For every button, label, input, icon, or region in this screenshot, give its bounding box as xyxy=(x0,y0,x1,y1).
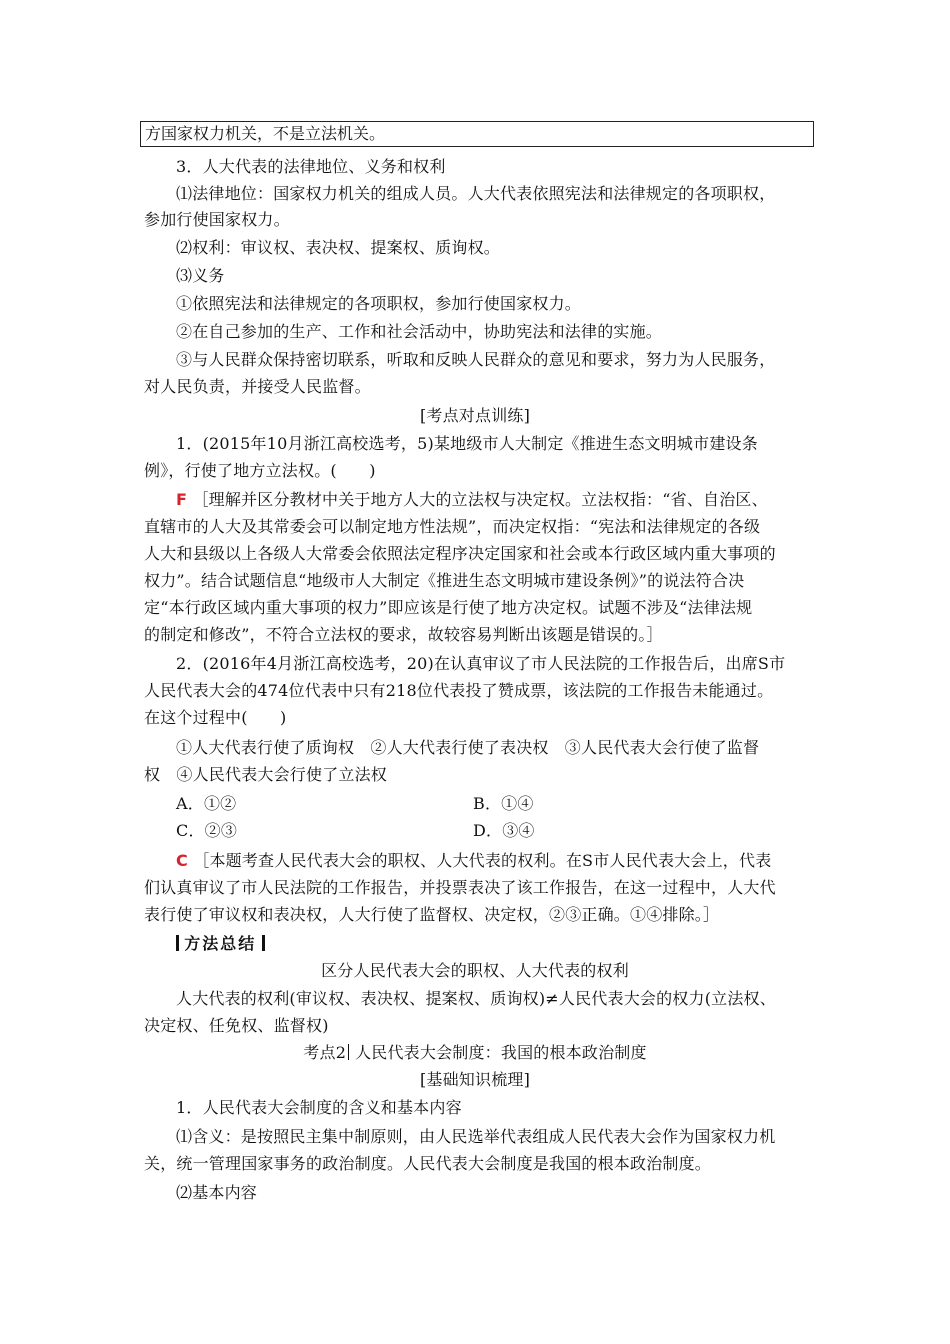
kaodian2-h1: 1．人民代表大会制度的含义和基本内容 xyxy=(176,1098,462,1117)
rights-line: ⑵权利：审议权、表决权、提案权、质询权。 xyxy=(176,238,501,257)
duties-heading: ⑶义务 xyxy=(176,266,225,285)
q2-explanation-text1: ［本题考查人民代表大会的职权、人大代表的权利。在S市人民代表大会上，代表 xyxy=(193,851,772,870)
q1-explanation-line2: 直辖市的人大及其常委会可以制定地方性法规”，而决定权指：“宪法和法律规定的各级 xyxy=(144,517,761,536)
method-summary-text: 方法总结 xyxy=(184,934,257,953)
q1-explanation-line6: 的制定和修改”，不符合立法权的要求，故较容易判断出该题是错误的。］ xyxy=(144,625,663,644)
label-bar-right xyxy=(262,935,265,951)
q1-stem-line2: 例》，行使了地方立法权。( ) xyxy=(144,461,376,480)
q1-explanation-line5: 定“本行政区域内重大事项的权力”即应该是行使了地方决定权。试题不涉及“法律法规 xyxy=(144,598,753,617)
duty-3-line1: ③与人民群众保持密切联系，听取和反映人民群众的意见和要求，努力为人民服务， xyxy=(176,350,776,369)
q2-option-c: C．②③ xyxy=(176,821,238,840)
q1-explanation-text1: ［理解并区分教材中关于地方人大的立法权与决定权。立法权指：“省、自治区、 xyxy=(192,490,768,509)
kaodian2-heading xyxy=(0,1042,950,1064)
method-title: 区分人民代表大会的职权、人大代表的权利 xyxy=(321,961,629,980)
q2-explanation-line2: 们认真审议了市人民法院的工作报告，并投票表决了该工作报告，在这一过程中，人大代 xyxy=(144,878,776,897)
q1-stem-line1: 1．(2015年10月浙江高校选考，5)某地级市人大制定《推进生态文明城市建设条 xyxy=(176,434,758,453)
label-bar-left xyxy=(176,935,179,951)
method-line1: 人大代表的权利(审议权、表决权、提案权、质询权)≠人民代表大会的权力(立法权、 xyxy=(176,989,776,1008)
q2-explanation-line1 xyxy=(176,850,771,872)
basic-knowledge-heading: [基础知识梳理] xyxy=(419,1070,531,1089)
meaning-line1: ⑴含义：是按照民主集中制原则，由人民选举代表组成人民代表大会作为国家权力机 xyxy=(176,1127,776,1146)
q1-explanation-line1 xyxy=(176,489,768,511)
boxed-note xyxy=(140,121,814,147)
q2-items-line1: ①人大代表行使了质询权 ②人大代表行使了表决权 ③人民代表大会行使了监督 xyxy=(176,738,760,757)
q2-answer: C xyxy=(176,851,188,870)
section-3-title: 3．人大代表的法律地位、义务和权利 xyxy=(176,157,446,176)
method-summary-label xyxy=(176,933,265,955)
duty-3-line2: 对人民负责，并接受人民监督。 xyxy=(144,377,371,396)
kaodian2-title: 人民代表大会制度：我国的根本政治制度 xyxy=(355,1043,647,1062)
q2-explanation-line3: 表行使了审议权和表决权，人大行使了监督权、决定权，②③正确。①④排除。］ xyxy=(144,905,720,924)
q1-explanation-line3: 人大和县级以上各级人大常委会依照法定程序决定国家和社会或本行政区域内重大事项的 xyxy=(144,544,776,563)
q2-option-a: A．①② xyxy=(176,794,237,813)
kaodian2-label: 考点2 xyxy=(303,1043,347,1062)
duty-1: ①依照宪法和法律规定的各项职权，参加行使国家权力。 xyxy=(176,294,582,313)
basic-content-heading: ⑵基本内容 xyxy=(176,1183,258,1202)
legal-status-line2: 参加行使国家权力。 xyxy=(144,210,290,229)
duty-2: ②在自己参加的生产、工作和社会活动中，协助宪法和法律的实施。 xyxy=(176,322,663,341)
training-heading: [考点对点训练] xyxy=(419,406,531,425)
meaning-line2: 关，统一管理国家事务的政治制度。人民代表大会制度是我国的根本政治制度。 xyxy=(144,1154,712,1173)
q2-stem-line1: 2．(2016年4月浙江高校选考，20)在认真审议了市人民法院的工作报告后，出席S市 xyxy=(176,654,786,673)
kaodian2-separator xyxy=(348,1044,349,1060)
legal-status-line1: ⑴法律地位：国家权力机关的组成人员。人大代表依照宪法和法律规定的各项职权， xyxy=(176,184,776,203)
q2-stem-line3: 在这个过程中( ) xyxy=(144,708,287,727)
q2-stem-line2: 人民代表大会的474位代表中只有218位代表投了赞成票，该法院的工作报告未能通过。 xyxy=(144,681,774,700)
q1-answer: F xyxy=(176,490,188,509)
method-line2: 决定权、任免权、监督权) xyxy=(144,1016,329,1035)
q2-option-b: B．①④ xyxy=(473,794,534,813)
q2-option-d: D．③④ xyxy=(473,821,535,840)
boxed-note-text: 方国家权力机关，不是立法机关。 xyxy=(145,124,386,143)
q2-items-line2: 权 ④人民代表大会行使了立法权 xyxy=(144,765,388,784)
q1-explanation-line4: 权力”。结合试题信息“地级市人大制定《推进生态文明城市建设条例》”的说法符合决 xyxy=(144,571,745,590)
